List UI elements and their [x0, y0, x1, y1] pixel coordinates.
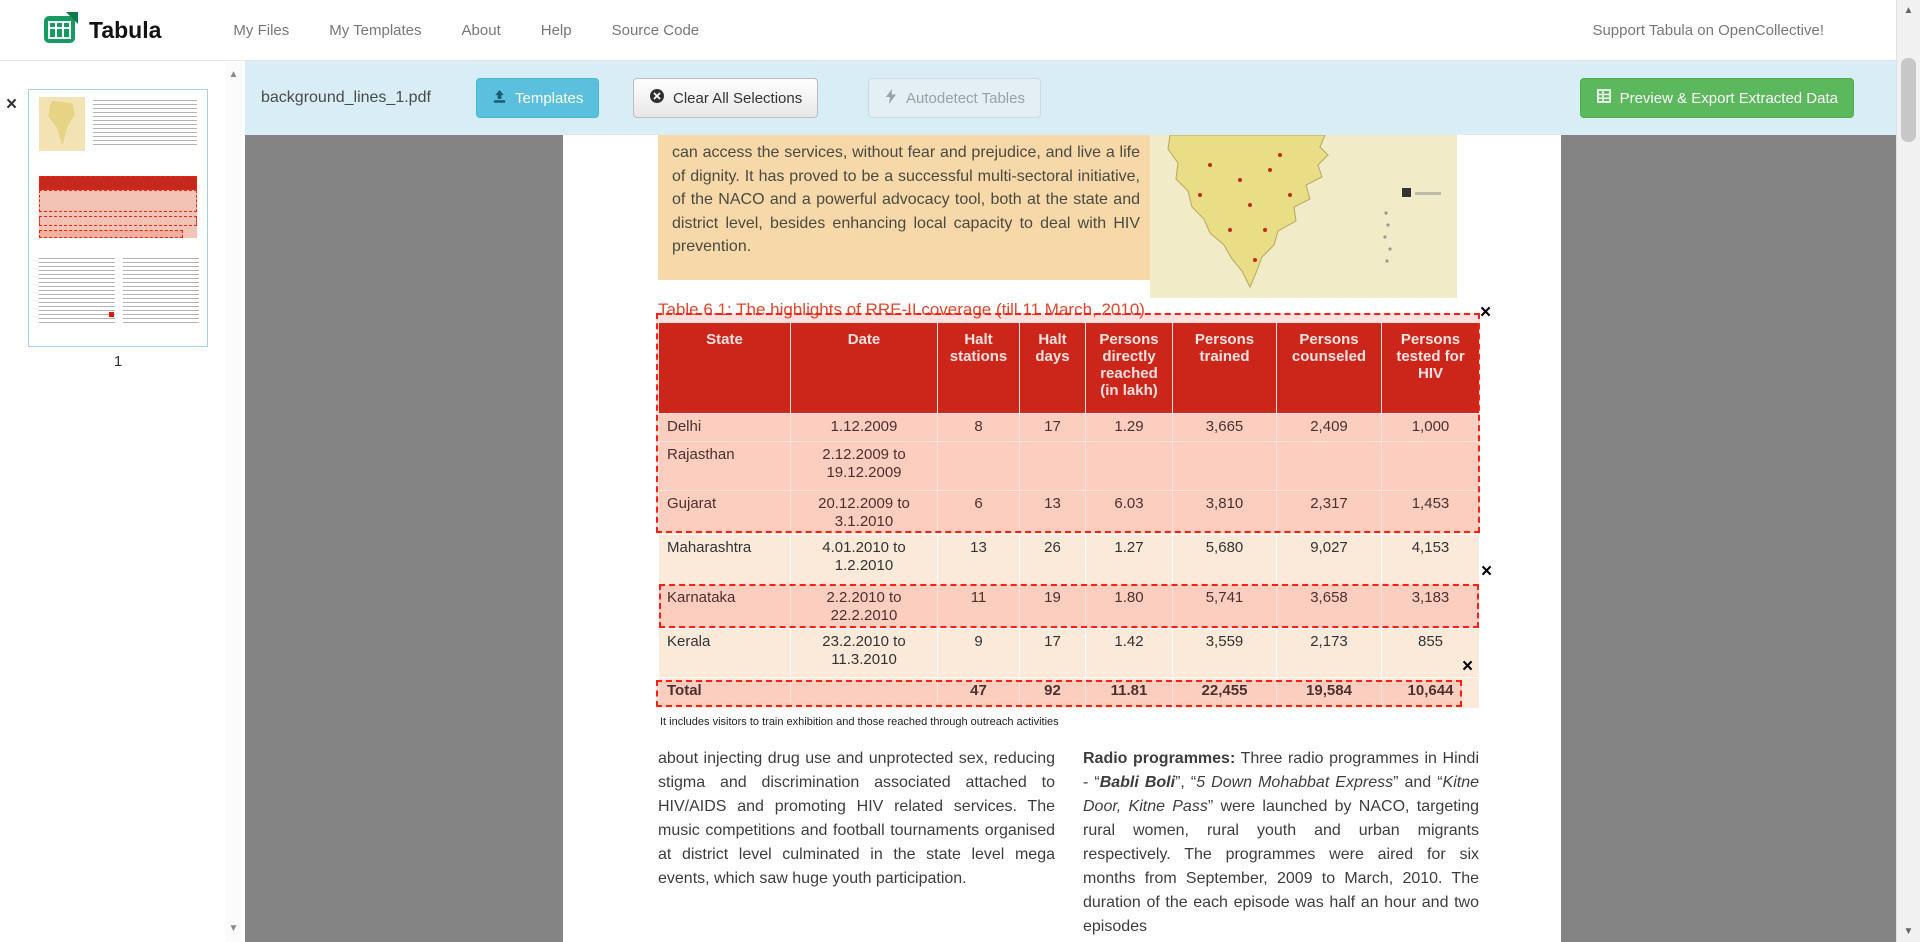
body-text-left-column: about injecting drug use and unprotected sex, reducing stigma and discrimination associated attached to HIV/AIDS and promoting HIV related services. The music competitions and football tournaments organised at district level culminated in the state level mega events, which saw huge youth participation. — [658, 750, 1055, 887]
table-cell: 17 — [1020, 628, 1086, 677]
templates-button-label: Templates — [515, 89, 584, 107]
table-cell: 19,584 — [1277, 677, 1382, 708]
table-cell: 23.2.2010 to 11.3.2010 — [791, 628, 938, 677]
table-cell: 2.2.2010 to 22.2.2010 — [791, 584, 938, 628]
scroll-up-icon[interactable]: ▲ — [1903, 5, 1914, 16]
radio-programmes-heading: Radio programmes: — [1083, 750, 1236, 767]
table-cell: Gujarat — [659, 490, 791, 534]
nav-my-templates[interactable]: My Templates — [329, 21, 422, 39]
column-header: State — [659, 323, 791, 413]
thumbnail-map-block — [39, 97, 85, 151]
table-cell: Kerala — [659, 628, 791, 677]
body-text: ” were launched by NACO, targeting rural women, rural youth and urban migrants respectively. The programmes were aired for six months from September, 2009 to March, 2010. The duration of the each episode was half an hour and two episodes — [1083, 798, 1480, 935]
table-cell: 1.80 — [1086, 584, 1173, 628]
table-cell: 13 — [938, 534, 1020, 584]
table-cell: 11.81 — [1086, 677, 1173, 708]
table-cell: 47 — [938, 677, 1020, 708]
selection-box-2[interactable] — [659, 584, 1479, 628]
body-text-right-column — [1083, 747, 1479, 939]
table-cell: 2,317 — [1277, 490, 1382, 534]
table-grid-icon — [1596, 88, 1612, 108]
body-text: ” and “ — [1393, 774, 1443, 791]
current-filename: background_lines_1.pdf — [261, 89, 431, 106]
body-text: ”, “ — [1175, 774, 1197, 791]
table-cell: 3,810 — [1173, 490, 1277, 534]
table-cell: 19 — [1020, 584, 1086, 628]
column-header: Halt stations — [938, 323, 1020, 413]
selection-box-3[interactable] — [656, 680, 1462, 707]
table-cell: 2,173 — [1277, 628, 1382, 677]
nav-my-files[interactable]: My Files — [233, 21, 290, 39]
table-cell: 1.42 — [1086, 628, 1173, 677]
remove-page-icon[interactable]: × — [6, 94, 18, 115]
scroll-down-icon[interactable]: ▼ — [228, 923, 239, 934]
main-nav — [213, 0, 719, 61]
table-cell: Karnataka — [659, 584, 791, 628]
thumbnail-text-lines — [39, 258, 115, 324]
table-row — [659, 534, 1480, 584]
table-cell: 9 — [938, 628, 1020, 677]
selection-box-1[interactable] — [656, 313, 1480, 533]
body-text-italic: 5 Down Mohabbat Express — [1196, 774, 1394, 791]
table-cell: 3,183 — [1382, 584, 1480, 628]
table-cell: Total — [659, 677, 791, 708]
templates-button[interactable] — [476, 78, 599, 118]
page-thumbnail-sidebar — [0, 61, 245, 942]
table-cell: 13 — [1020, 490, 1086, 534]
pdf-viewport[interactable] — [245, 135, 1920, 942]
table-cell: 26 — [1020, 534, 1086, 584]
india-map-figure — [1150, 135, 1457, 298]
table-cell: 8 — [938, 413, 1020, 441]
intro-paragraph: can access the services, without fear and prejudice, and live a life of dignity. It has proved to be a successful multi-sectoral initiative, of the NACO and a powerful advocacy tool, both at the state and district level, besides enhancing local capacity to deal with HIV prevention. — [658, 135, 1150, 280]
main-scrollbar[interactable] — [1896, 0, 1920, 942]
table-footnote: It includes visitors to train exhibition and those reached through outreach activities — [660, 716, 1059, 728]
table-cell: 1.27 — [1086, 534, 1173, 584]
clear-all-selections-button[interactable] — [633, 78, 818, 118]
table-caption: Table 6.1: The highlights of RRE-II coverage (till 11 March, 2010) — [658, 300, 1145, 319]
table-cell: 1,453 — [1382, 490, 1480, 534]
preview-export-button[interactable] — [1580, 78, 1854, 118]
template-import-icon — [492, 89, 507, 108]
column-header: Persons counseled — [1277, 323, 1382, 413]
table-cell: 2.12.2009 to 19.12.2009 — [791, 441, 938, 490]
remove-selection-2-icon[interactable]: × — [1481, 561, 1493, 582]
body-text-italic: Babli Boli — [1099, 774, 1176, 791]
brand[interactable] — [42, 9, 161, 52]
column-header: Persons directly reached (in lakh) — [1086, 323, 1173, 413]
scroll-up-icon[interactable]: ▲ — [228, 69, 239, 80]
sidebar-scrollbar[interactable] — [225, 61, 242, 942]
body-text-italic: Kitne Door, Kitne Pass — [1083, 774, 1480, 815]
table-cell: 9,027 — [1277, 534, 1382, 584]
table-cell: 5,680 — [1173, 534, 1277, 584]
page-number-label: 1 — [113, 353, 123, 370]
clear-button-label: Clear All Selections — [673, 89, 803, 107]
table-cell: 1,000 — [1382, 413, 1480, 441]
table-cell: 92 — [1020, 677, 1086, 708]
table-cell: 4.01.2010 to 1.2.2010 — [791, 534, 938, 584]
table-cell: 1.29 — [1086, 413, 1173, 441]
table-cell: 1.12.2009 — [791, 413, 938, 441]
column-header: Persons trained — [1173, 323, 1277, 413]
table-cell: Rajasthan — [659, 441, 791, 490]
column-header: Date — [791, 323, 938, 413]
table-cell: 6.03 — [1086, 490, 1173, 534]
thumbnail-text-lines — [123, 258, 199, 324]
table-cell: Delhi — [659, 413, 791, 441]
scroll-down-icon[interactable]: ▼ — [1903, 926, 1914, 937]
table-cell: 11 — [938, 584, 1020, 628]
body-text: Three radio programmes in Hindi - “ — [1083, 750, 1480, 791]
export-button-label: Preview & Export Extracted Data — [1619, 89, 1838, 107]
column-header: Persons tested for HIV — [1382, 323, 1480, 413]
nav-help[interactable]: Help — [540, 21, 572, 39]
table-cell: 2,409 — [1277, 413, 1382, 441]
table-cell: 20.12.2009 to 3.1.2010 — [791, 490, 938, 534]
table-cell: 10,644 — [1382, 677, 1480, 708]
lightning-bolt-icon — [884, 89, 898, 108]
table-cell: 22,455 — [1173, 677, 1277, 708]
brand-name: Tabula — [89, 16, 162, 43]
toolbar — [245, 61, 1920, 135]
table-cell: 3,658 — [1277, 584, 1382, 628]
column-header: Halt days — [1020, 323, 1086, 413]
table-cell: 3,559 — [1173, 628, 1277, 677]
table-cell: 855 — [1382, 628, 1480, 677]
thumbnail-selection-dot — [109, 312, 114, 317]
table-cell: 6 — [938, 490, 1020, 534]
thumbnail-text-lines — [93, 100, 197, 148]
circle-x-icon — [649, 88, 665, 108]
tabula-logo-icon — [42, 9, 80, 52]
scrollbar-thumb[interactable] — [1901, 58, 1916, 142]
autodetect-tables-button[interactable] — [868, 78, 1041, 118]
autodetect-button-label: Autodetect Tables — [906, 89, 1025, 107]
nav-source-code[interactable]: Source Code — [611, 21, 700, 39]
table-cell: 3,665 — [1173, 413, 1277, 441]
pdf-page[interactable] — [563, 135, 1561, 942]
remove-selection-3-icon[interactable]: × — [1462, 656, 1474, 677]
table-cell: 17 — [1020, 413, 1086, 441]
remove-selection-1-icon[interactable]: × — [1480, 302, 1492, 323]
support-link[interactable]: Support Tabula on OpenCollective! — [1592, 21, 1824, 39]
table-cell: 5,741 — [1173, 584, 1277, 628]
page-1-thumbnail[interactable] — [28, 89, 208, 347]
navbar — [0, 0, 1920, 61]
table-row — [659, 628, 1480, 677]
thumbnail-table-block — [39, 170, 197, 244]
table-cell: Maharashtra — [659, 534, 791, 584]
table-cell: 4,153 — [1382, 534, 1480, 584]
nav-about[interactable]: About — [461, 21, 501, 39]
